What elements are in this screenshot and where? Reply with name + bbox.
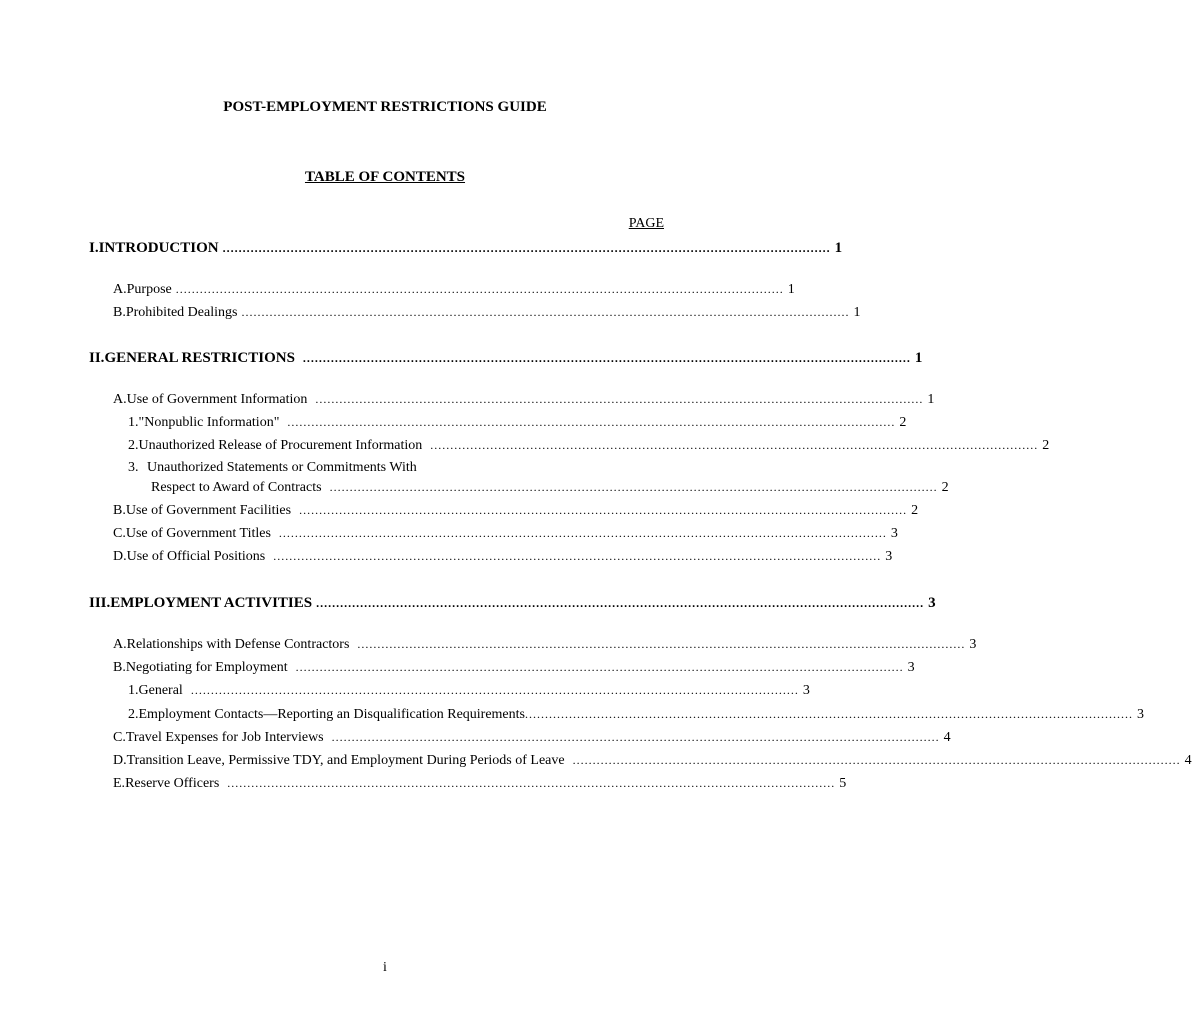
page-title: POST-EMPLOYMENT RESTRICTIONS GUIDE — [223, 99, 547, 115]
toc-subitem-2a3-page: 2 — [941, 480, 949, 495]
toc-item-1a[interactable] — [113, 280, 795, 298]
toc-item-1b-letter: B. — [113, 305, 126, 320]
dot-leader: ........................................................................................................................................................ — [278, 526, 887, 540]
toc-item-3d[interactable] — [113, 751, 1192, 769]
toc-item-1b-title: Prohibited Dealings — [125, 305, 238, 320]
toc-item-1a-letter: A. — [113, 282, 127, 297]
toc-subitem-2a1[interactable] — [128, 413, 907, 431]
toc-item-2d[interactable] — [113, 547, 893, 565]
toc-section-1[interactable] — [89, 239, 843, 257]
toc-item-2b[interactable] — [113, 501, 919, 519]
toc-item-3b-letter: B. — [113, 660, 126, 675]
toc-subitem-2a2-page: 2 — [1042, 438, 1050, 453]
toc-item-1b-page: 1 — [853, 305, 861, 320]
footer-page-number: i — [383, 960, 387, 975]
dot-leader: ........................................................................................................................................................ — [430, 438, 1039, 452]
toc-item-3a-title: Relationships with Defense Contractors — [126, 637, 350, 652]
dot-leader: ........................................................................................................................................................ — [331, 730, 940, 744]
dot-leader: ........................................................................................................................................................ — [175, 282, 784, 296]
toc-item-3d-title: Transition Leave, Permissive TDY, and Employment During Periods of Leave — [126, 753, 565, 768]
toc-item-2b-letter: B. — [113, 503, 126, 518]
toc-subitem-3b1-page: 3 — [802, 683, 810, 698]
toc-subitem-2a3-title: Unauthorized Statements or Commitments With — [147, 460, 417, 475]
toc-item-3a[interactable] — [113, 635, 977, 653]
dot-leader: ........................................................................................................................................................ — [299, 503, 908, 517]
dot-leader: ........................................................................................................................................................ — [295, 660, 904, 674]
toc-subitem-2a2-number: 2. — [128, 438, 139, 453]
dot-leader: ........................................................................................................................................................ — [227, 776, 836, 790]
toc-item-3b[interactable] — [113, 658, 915, 676]
toc-subitem-2a3[interactable] — [151, 478, 949, 496]
toc-item-2c-title: Use of Government Titles — [125, 526, 271, 541]
toc-section-2-page: 1 — [914, 350, 923, 366]
toc-subitem-3b1[interactable] — [128, 681, 810, 699]
toc-item-2c[interactable] — [113, 524, 898, 542]
toc-item-3e-page: 5 — [839, 776, 847, 791]
toc-subitem-2a1-number: 1. — [128, 415, 139, 430]
toc-item-2a-letter: A. — [113, 392, 127, 407]
toc-item-3c-title: Travel Expenses for Job Interviews — [125, 730, 324, 745]
dot-leader: ........................................................................................................................................................ — [190, 683, 799, 697]
toc-section-2[interactable] — [89, 349, 923, 367]
toc-section-1-number: I. — [89, 240, 99, 256]
toc-item-2d-letter: D. — [113, 549, 127, 564]
toc-subitem-2a3-number: 3. — [128, 460, 139, 475]
toc-item-2b-page: 2 — [911, 503, 919, 518]
toc-item-3c-letter: C. — [113, 730, 126, 745]
toc-subitem-2a2[interactable] — [128, 436, 1050, 454]
toc-item-3e-title: Reserve Officers — [125, 776, 220, 791]
toc-section-2-number: II. — [89, 350, 105, 366]
toc-section-2-title: GENERAL RESTRICTIONS — [104, 350, 295, 366]
toc-item-1a-page: 1 — [787, 282, 795, 297]
toc-item-1a-title: Purpose — [126, 282, 172, 297]
dot-leader: ........................................................................................................................................................ — [524, 707, 1133, 721]
toc-subitem-2a3-first-line[interactable] — [128, 459, 417, 477]
dot-leader: ........................................................................................................................................................ — [273, 549, 882, 563]
toc-item-3d-page: 4 — [1184, 753, 1192, 768]
toc-subitem-3b2-number: 2. — [128, 707, 139, 722]
toc-section-1-page: 1 — [834, 240, 843, 256]
toc-item-2a-title: Use of Government Information — [126, 392, 308, 407]
dot-leader: ........................................................................................................................................................ — [302, 351, 911, 365]
dot-leader: ........................................................................................................................................................ — [572, 753, 1181, 767]
toc-item-3e-letter: E. — [113, 776, 126, 791]
toc-subitem-2a2-title: Unauthorized Release of Procurement Information — [138, 438, 423, 453]
toc-item-2a-page: 1 — [927, 392, 935, 407]
toc-subitem-2a3-continuation: Respect to Award of Contracts — [151, 480, 322, 495]
dot-leader: ........................................................................................................................................................ — [316, 596, 925, 610]
dot-leader: ........................................................................................................................................................ — [241, 305, 850, 319]
dot-leader: ........................................................................................................................................................ — [329, 480, 938, 494]
toc-item-3a-page: 3 — [969, 637, 977, 652]
toc-item-2b-title: Use of Government Facilities — [125, 503, 292, 518]
toc-item-3c[interactable] — [113, 728, 951, 746]
toc-item-3a-letter: A. — [113, 637, 127, 652]
toc-item-3c-page: 4 — [943, 730, 951, 745]
toc-subitem-3b2-title: Employment Contacts—Reporting an Disqualification Requirements — [138, 707, 525, 722]
toc-item-3e[interactable] — [113, 774, 847, 792]
toc-item-2c-letter: C. — [113, 526, 126, 541]
toc-item-3d-letter: D. — [113, 753, 127, 768]
toc-item-2c-page: 3 — [890, 526, 898, 541]
dot-leader: ........................................................................................................................................................ — [357, 637, 966, 651]
page-column-label: PAGE — [628, 216, 664, 231]
toc-subitem-3b2[interactable] — [128, 705, 1144, 723]
toc-section-1-title: INTRODUCTION — [98, 240, 219, 256]
toc-item-3b-title: Negotiating for Employment — [125, 660, 288, 675]
dot-leader: ........................................................................................................................................................ — [287, 415, 896, 429]
toc-item-2d-page: 3 — [885, 549, 893, 564]
toc-subitem-3b2-page: 3 — [1136, 707, 1144, 722]
toc-subitem-2a1-page: 2 — [899, 415, 907, 430]
toc-section-3[interactable] — [89, 594, 936, 612]
dot-leader: ........................................................................................................................................................ — [222, 241, 831, 255]
dot-leader: ........................................................................................................................................................ — [315, 392, 924, 406]
toc-item-1b[interactable] — [113, 303, 861, 321]
toc-section-3-title: EMPLOYMENT ACTIVITIES — [110, 595, 313, 611]
toc-subitem-3b1-title: General — [138, 683, 183, 698]
toc-item-3b-page: 3 — [907, 660, 915, 675]
toc-item-2a[interactable] — [113, 390, 935, 408]
toc-subitem-2a1-title: "Nonpublic Information" — [138, 415, 280, 430]
toc-heading: TABLE OF CONTENTS — [304, 169, 466, 185]
toc-section-3-number: III. — [89, 595, 111, 611]
toc-item-2d-title: Use of Official Positions — [126, 549, 266, 564]
toc-section-3-page: 3 — [928, 595, 936, 611]
toc-subitem-3b1-number: 1. — [128, 683, 139, 698]
